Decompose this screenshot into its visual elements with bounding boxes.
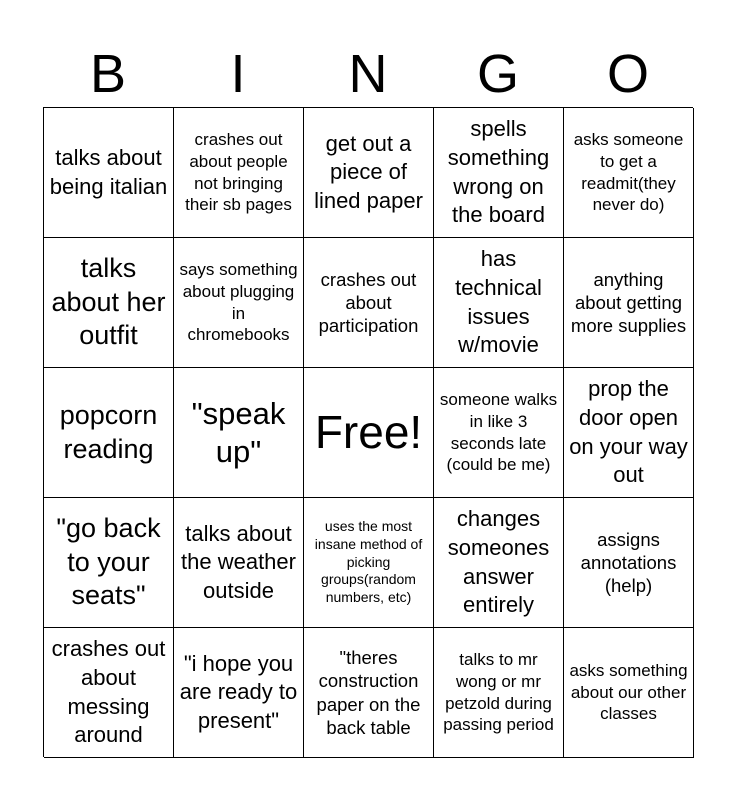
cell-text: "speak up": [191, 396, 286, 469]
cell-text: anything about getting more supplies: [570, 268, 687, 337]
bingo-cell-r4-c2[interactable]: [174, 498, 304, 628]
cell-text: uses the most insane method of picking groups(random numbers, etc): [314, 517, 423, 606]
cell-text: "go back to your seats": [56, 512, 161, 611]
cell-text: get out a piece of lined paper: [314, 130, 423, 213]
cell-text: says something about plugging in chromebooks: [179, 260, 298, 345]
cell-text: assigns annotations (help): [580, 528, 677, 597]
header-letter-i: I: [230, 44, 246, 104]
cell-text: crashes out about participation: [318, 268, 419, 337]
cell-text: someone walks in like 3 seconds late (could be me): [439, 390, 558, 475]
bingo-header: [43, 40, 693, 108]
cell-text: asks someone to get a readmit(they never do): [573, 130, 684, 215]
bingo-cell-r2-c2[interactable]: [174, 238, 304, 368]
bingo-cell-r2-c4[interactable]: [434, 238, 564, 368]
bingo-board: [43, 107, 693, 757]
bingo-cell-r1-c1[interactable]: [44, 108, 174, 238]
bingo-cell-r3-c1[interactable]: [44, 368, 174, 498]
bingo-cell-r1-c2[interactable]: [174, 108, 304, 238]
bingo-cell-r5-c3[interactable]: [304, 628, 434, 758]
header-letter-o: O: [606, 44, 649, 104]
header-letter-g: G: [476, 44, 519, 104]
bingo-cell-r3-c5[interactable]: [564, 368, 694, 498]
bingo-cell-r5-c5[interactable]: [564, 628, 694, 758]
bingo-cell-r1-c4[interactable]: [434, 108, 564, 238]
cell-text: crashes out about messing around: [51, 636, 166, 748]
cell-text: asks something about our other classes: [569, 661, 688, 724]
bingo-cell-r5-c1[interactable]: [44, 628, 174, 758]
cell-text: popcorn reading: [59, 399, 158, 464]
bingo-cell-r1-c3[interactable]: [304, 108, 434, 238]
bingo-cell-r3-c2[interactable]: [174, 368, 304, 498]
cell-text: "i hope you are ready to present": [179, 650, 298, 733]
bingo-cell-r3-c4[interactable]: [434, 368, 564, 498]
header-letter-n: N: [348, 44, 388, 104]
bingo-cell-r5-c2[interactable]: [174, 628, 304, 758]
cell-text: talks about the weather outside: [181, 520, 296, 603]
cell-text: spells something wrong on the board: [447, 116, 550, 228]
cell-text: prop the door open on your way out: [569, 376, 688, 488]
bingo-cell-r1-c5[interactable]: [564, 108, 694, 238]
bingo-cell-free[interactable]: [304, 368, 434, 498]
bingo-cell-r4-c3[interactable]: [304, 498, 434, 628]
bingo-cell-r2-c5[interactable]: [564, 238, 694, 368]
bingo-cell-r2-c1[interactable]: [44, 238, 174, 368]
cell-text: has technical issues w/movie: [455, 246, 542, 358]
bingo-cell-r5-c4[interactable]: [434, 628, 564, 758]
cell-text: talks about being italian: [49, 144, 168, 199]
cell-text: talks about her outfit: [51, 252, 166, 351]
cell-text: "theres construction paper on the back table: [316, 646, 421, 738]
bingo-cell-r2-c3[interactable]: [304, 238, 434, 368]
cell-text: changes someones answer entirely: [447, 506, 550, 618]
free-space-text: Free!: [314, 406, 423, 459]
cell-text: talks to mr wong or mr petzold during passing period: [443, 650, 554, 735]
bingo-cell-r4-c4[interactable]: [434, 498, 564, 628]
bingo-cell-r4-c1[interactable]: [44, 498, 174, 628]
cell-text: crashes out about people not bringing their sb pages: [185, 130, 292, 215]
header-letter-b: B: [89, 44, 127, 104]
bingo-cell-r4-c5[interactable]: [564, 498, 694, 628]
